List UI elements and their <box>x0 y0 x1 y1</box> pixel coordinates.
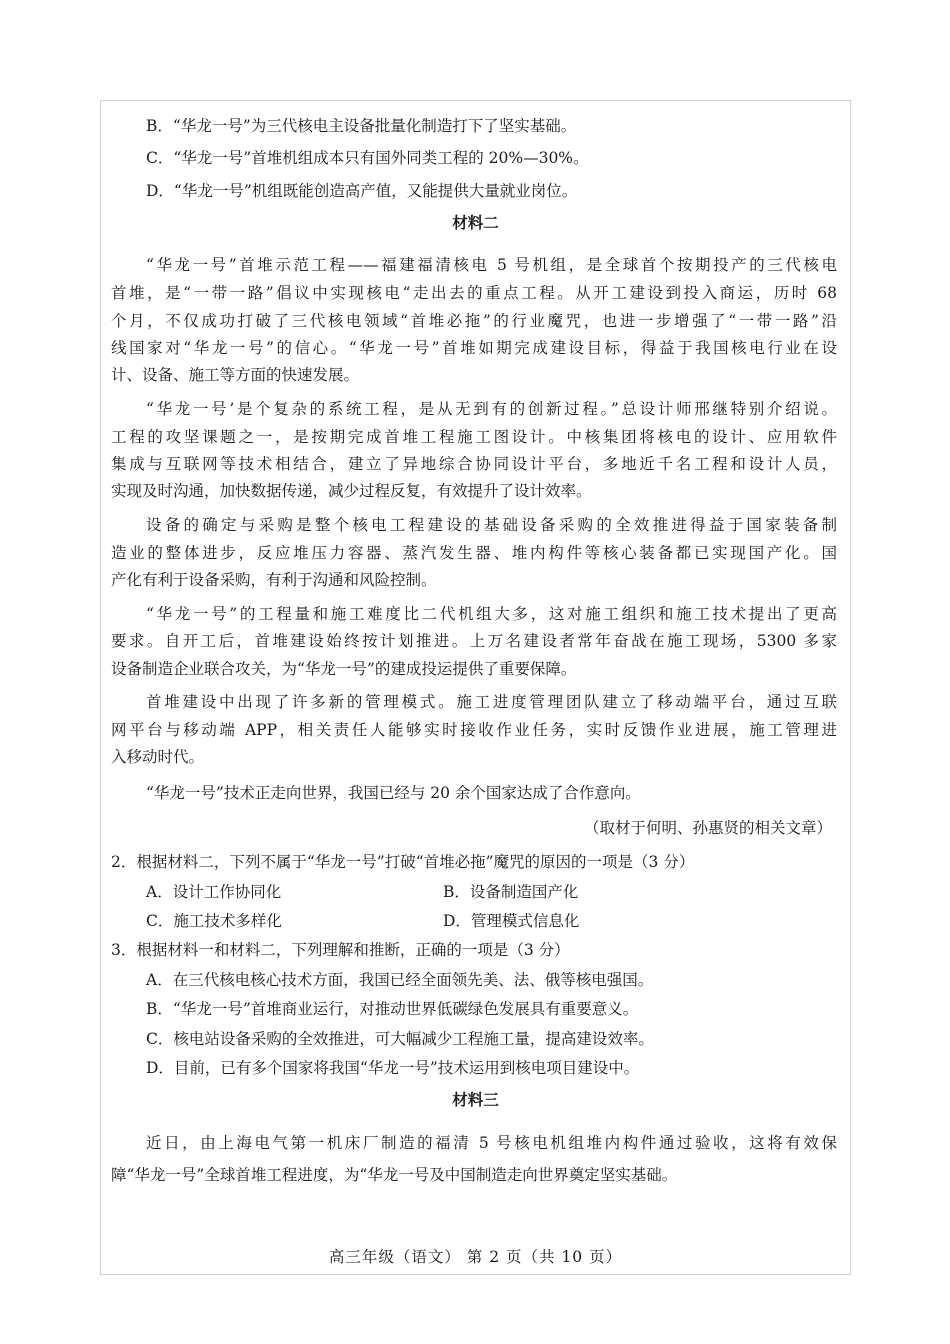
material-2-paragraph-2-line: 集成与互联网等技术相结合，建立了异地综合协同设计平台，多地近千名工程和设计人员， <box>111 455 837 473</box>
question-3-option-b: B．“华龙一号”首堆商业运行，对推动世界低碳绿色发展具有重要意义。 <box>146 1000 639 1018</box>
material-2-paragraph-1-line: 个月，不仅成功打破了三代核电领域“首堆必拖”的行业魔咒，也进一步增强了“一带一路”沿 <box>111 312 837 330</box>
material-2-heading: 材料二 <box>452 213 499 232</box>
material-2-paragraph-1-line: 首堆，是“一带一路”倡议中实现核电“走出去的重点工程。从开工建设到投入商运，历时 68 <box>111 284 837 302</box>
question-3-option-c: C．核电站设备采购的全效推进，可大幅减少工程施工量，提高建设效率。 <box>146 1030 654 1048</box>
question-2-stem: 2．根据材料二，下列不属于“华龙一号”打破“首堆必拖”魔咒的原因的一项是（3 分） <box>111 853 695 871</box>
material-3-paragraph-line: 近日，由上海电气第一机床厂制造的福清 5 号核电机组堆内构件通过验收，这将有效保 <box>146 1134 837 1152</box>
q1-option-b: B．“华龙一号”为三代核电主设备批量化制造打下了坚实基础。 <box>146 117 577 135</box>
material-2-paragraph-5-line: 首堆建设中出现了许多新的管理模式。施工进度管理团队建立了移动端平台，通过互联 <box>146 693 837 711</box>
question-3-stem: 3．根据材料一和材料二，下列理解和推断，正确的一项是（3 分） <box>111 941 570 959</box>
material-2-paragraph-2-line: “华龙一号’是个复杂的系统工程，是从无到有的创新过程。”总设计师邢继特别介绍说。 <box>146 400 837 418</box>
material-2-paragraph-1-line: 计、设备、施工等方面的快速发展。 <box>111 366 360 384</box>
question-2-option-a: A．设计工作协同化 <box>146 883 282 901</box>
material-2-paragraph-1-line: 线国家对“华龙一号”的信心。“华龙一号”首堆如期完成建设目标，得益于我国核电行业在设 <box>111 339 837 357</box>
question-3-option-d: D．目前，已有多个国家将我国“华龙一号”技术运用到核电项目建设中。 <box>146 1059 640 1077</box>
material-2-paragraph-3-line: 产化有利于设备采购，有利于沟通和风险控制。 <box>111 571 437 589</box>
q1-option-c: C．“华龙一号”首堆机组成本只有国外同类工程的 20%—30%。 <box>146 149 589 167</box>
question-2-option-c: C．施工技术多样化 <box>146 912 282 930</box>
material-2-paragraph-1-line: “华龙一号”首堆示范工程——福建福清核电 5 号机组，是全球首个按期投产的三代核电 <box>146 256 837 274</box>
material-2-source: （取材于何明、孙惠贤的相关文章） <box>583 819 832 837</box>
material-3-heading: 材料三 <box>452 1090 499 1109</box>
material-2-paragraph-4-line: 设备制造企业联合攻关，为“华龙一号”的建成投运提供了重要保障。 <box>111 660 577 678</box>
material-2-paragraph-3-line: 造业的整体进步，反应堆压力容器、蒸汽发生器、堆内构件等核心装备都已实现国产化。国 <box>111 544 837 562</box>
material-2-paragraph-2-line: 工程的攻坚课题之一，是按期完成首堆工程施工图设计。中核集团将核电的设计、应用软件 <box>111 428 837 446</box>
material-2-paragraph-4-line: 要求。自开工后，首堆建设始终按计划推进。上万名建设者常年奋战在施工现场，5300 多家 <box>111 632 837 650</box>
q1-option-d: D．“华龙一号”机组既能创造高产值，又能提供大量就业岗位。 <box>146 182 578 200</box>
page-footer: 高三年级（语文） 第 2 页（共 10 页） <box>328 1248 623 1266</box>
question-3-option-a: A．在三代核电核心技术方面，我国已经全面领先美、法、俄等核电强国。 <box>146 971 654 989</box>
material-2-paragraph-5-line: 入移动时代。 <box>111 748 205 766</box>
material-3-paragraph-line: 障“华龙一号”全球首堆工程进度，为“华龙一号及中国制造走向世界奠定坚实基础。 <box>111 1166 678 1184</box>
material-2-paragraph-2-line: 实现及时沟通，加快数据传递，减少过程反复，有效提升了设计效率。 <box>111 482 592 500</box>
question-2-option-d: D．管理模式信息化 <box>443 912 580 930</box>
material-2-paragraph-5-line: 网平台与移动端 APP，相关责任人能够实时接收作业任务，实时反馈作业进展，施工管理进 <box>111 721 837 739</box>
material-2-paragraph-4-line: “华龙一号”的工程量和施工难度比二代机组大多，这对施工组织和施工技术提出了更高 <box>146 605 837 623</box>
question-2-option-b: B．设备制造国产化 <box>443 883 579 901</box>
material-2-paragraph-3-line: 设备的确定与采购是整个核电工程建设的基础设备采购的全效推进得益于国家装备制 <box>146 516 837 534</box>
material-2-paragraph-6-line: “华龙一号”技术正走向世界，我国已经与 20 余个国家达成了合作意向。 <box>146 784 641 802</box>
